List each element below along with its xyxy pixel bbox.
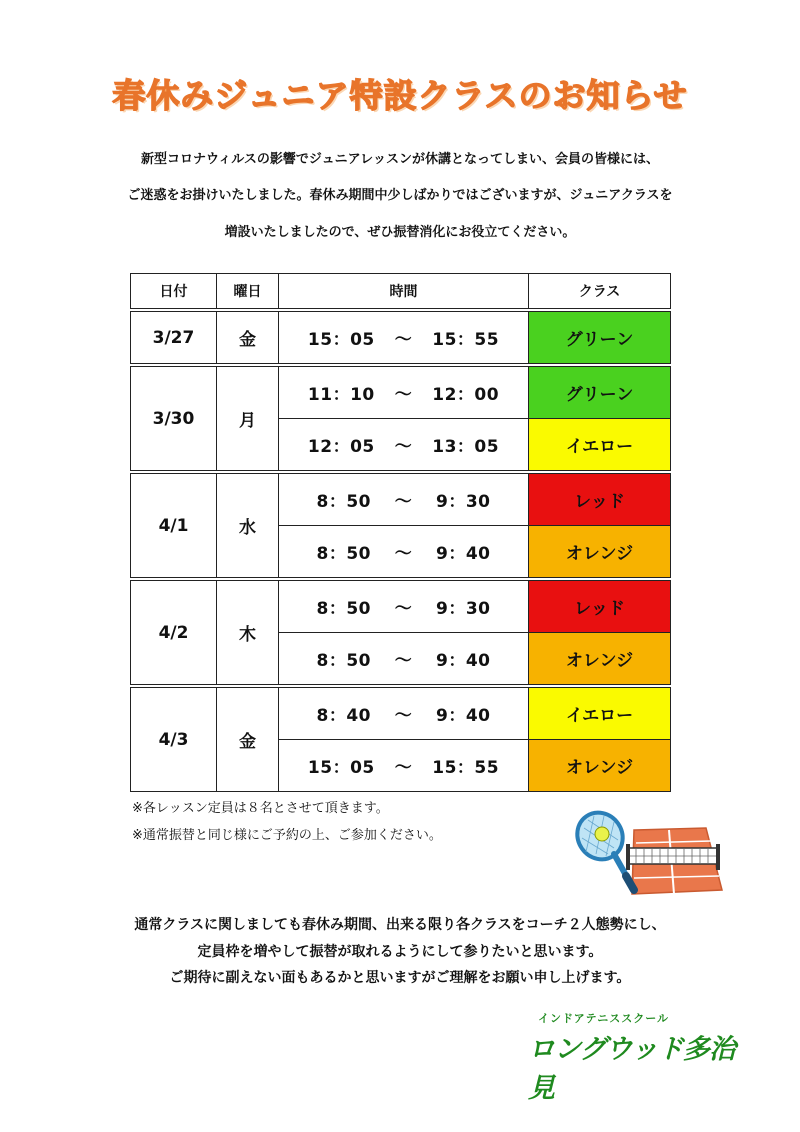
time-cell	[279, 419, 529, 471]
note-capacity: ※各レッスン定員は８名とさせて頂きます。	[132, 801, 389, 816]
time-end: 9：40	[436, 706, 491, 726]
date-cell: 4/3	[131, 688, 217, 792]
class-cell: グリーン	[529, 367, 671, 419]
class-cell: レッド	[529, 581, 671, 633]
tennis-racket-and-court-icon	[574, 808, 724, 903]
time-start: 15：05	[307, 758, 375, 778]
logo-subtitle: インドアテニススクール	[538, 1012, 670, 1025]
class-cell: オレンジ	[529, 633, 671, 685]
intro-line-3: 増設いたしましたので、ぜひ振替消化にお役立てください。	[224, 225, 576, 240]
time-cell	[279, 581, 529, 633]
table-row	[131, 367, 671, 419]
closing-line-1: 通常クラスに関しましても春休み期間、出来る限り各クラスをコーチ２人態勢にし、	[134, 917, 666, 933]
table-row	[131, 688, 671, 740]
school-logo	[528, 1010, 738, 1105]
page-title: 春休みジュニア特設クラスのお知らせ	[112, 76, 688, 115]
time-end: 9：40	[436, 651, 491, 671]
closing-line-3: ご期待に副えない面もあるかと思いますがご理解をお願い申し上げます。	[169, 970, 631, 986]
time-end: 12：00	[432, 385, 500, 405]
time-end: 15：55	[432, 758, 500, 778]
logo-name: ロングウッド多治見	[528, 1034, 735, 1104]
time-start: 11：10	[307, 385, 375, 405]
class-cell: レッド	[529, 474, 671, 526]
time-tilde: ～	[394, 706, 413, 726]
time-cell	[279, 688, 529, 740]
table-header-row	[131, 274, 671, 309]
class-cell: イエロー	[529, 419, 671, 471]
intro-line-1: 新型コロナウィルスの影響でジュニアレッスンが休講となってしまい、会員の皆様には、	[141, 152, 659, 167]
time-start: 15：05	[307, 330, 375, 350]
header-date: 日付	[131, 274, 217, 309]
time-tilde: ～	[394, 544, 413, 564]
weekday-cell: 木	[217, 581, 279, 685]
time-tilde: ～	[394, 651, 413, 671]
table-row	[131, 312, 671, 364]
time-end: 9：30	[436, 492, 491, 512]
date-cell: 3/27	[131, 312, 217, 364]
schedule-table-body	[131, 274, 671, 792]
time-tilde: ～	[394, 492, 413, 512]
time-cell	[279, 740, 529, 792]
weekday-cell: 月	[217, 367, 279, 471]
time-start: 8：50	[316, 492, 371, 512]
date-cell: 4/1	[131, 474, 217, 578]
time-start: 8：50	[316, 651, 371, 671]
weekday-cell: 金	[217, 312, 279, 364]
weekday-cell: 水	[217, 474, 279, 578]
time-end: 15：55	[432, 330, 500, 350]
weekday-cell: 金	[217, 688, 279, 792]
schedule-table	[130, 273, 671, 792]
note-reservation: ※通常振替と同じ様にご予約の上、ご参加ください。	[132, 828, 442, 843]
time-tilde: ～	[394, 330, 413, 350]
time-end: 9：30	[436, 599, 491, 619]
time-tilde: ～	[394, 599, 413, 619]
header-class: クラス	[529, 274, 671, 309]
time-end: 9：40	[436, 544, 491, 564]
time-tilde: ～	[394, 437, 413, 457]
date-cell: 4/2	[131, 581, 217, 685]
time-cell	[279, 633, 529, 685]
time-cell	[279, 367, 529, 419]
class-cell: オレンジ	[529, 526, 671, 578]
time-cell	[279, 312, 529, 364]
class-cell: イエロー	[529, 688, 671, 740]
time-start: 8：50	[316, 544, 371, 564]
time-start: 8：40	[316, 706, 371, 726]
time-end: 13：05	[432, 437, 500, 457]
table-row	[131, 581, 671, 633]
time-cell	[279, 474, 529, 526]
header-weekday: 曜日	[217, 274, 279, 309]
class-cell: オレンジ	[529, 740, 671, 792]
time-cell	[279, 526, 529, 578]
closing-line-2: 定員枠を増やして振替が取れるようにして参りたいと思います。	[197, 944, 603, 960]
time-tilde: ～	[394, 758, 413, 778]
header-time: 時間	[279, 274, 529, 309]
date-cell: 3/30	[131, 367, 217, 471]
time-start: 12：05	[307, 437, 375, 457]
time-start: 8：50	[316, 599, 371, 619]
time-tilde: ～	[394, 385, 413, 405]
class-cell: グリーン	[529, 312, 671, 364]
intro-line-2: ご迷惑をお掛けいたしました。春休み期間中少しばかりではございますが、ジュニアクラスを	[127, 188, 673, 203]
table-row	[131, 474, 671, 526]
